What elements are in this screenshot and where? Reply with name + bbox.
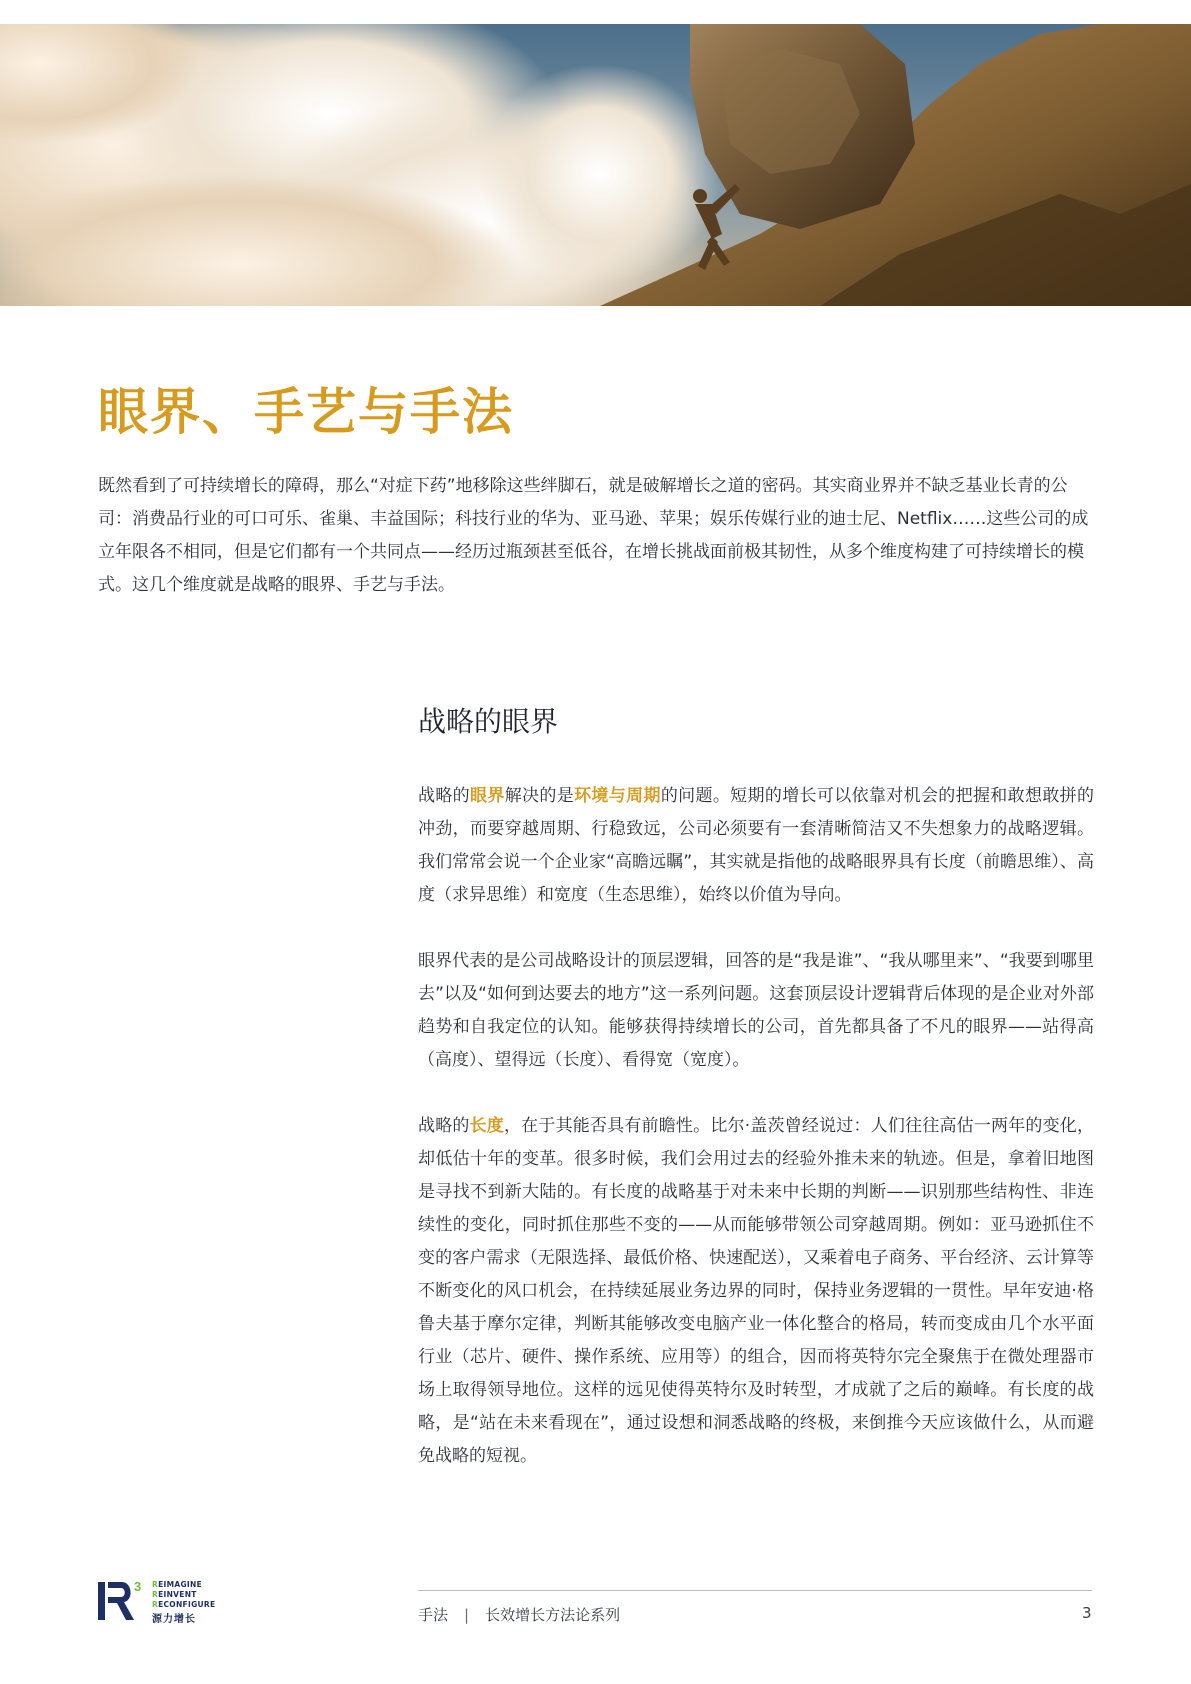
svg-text:3: 3 bbox=[134, 1579, 142, 1594]
highlight-term: 环境与周期 bbox=[574, 786, 661, 806]
page-number: 3 bbox=[1082, 1604, 1092, 1622]
hero-image bbox=[0, 24, 1191, 306]
footer-divider bbox=[418, 1590, 1092, 1591]
highlight-term: 长度 bbox=[469, 1116, 504, 1136]
intro-paragraph: 既然看到了可持续增长的障碍，那么“对症下药”地移除这些绊脚石，就是破解增长之道的密码。其实商业界并不缺乏基业长青的公司：消费品行业的可口可乐、雀巢、丰益国际；科技行业的华为、亚马逊、苹果；娱乐传媒行业的迪士尼、Netflix……这些公司的成立年限各不相同，但是它们都有一个共同点——经历过瓶颈甚至低谷，在增长挑战面前极其韧性，从多个维度构建了可持续增长的模式。这几个维度就是战略的眼界、手艺与手法。 bbox=[98, 476, 1089, 595]
paragraph-3: 战略的长度，在于其能否具有前瞻性。比尔·盖茨曾经说过：人们往往高估一两年的变化，却低估十年的变革。很多时候，我们会用过去的经验外推未来的轨迹。但是，拿着旧地图是寻找不到新大陆的。有长度的战略基于对未来中长期的判断——识别那些结构性、非连续性的变化，同时抓住那些不变的——从而能够带领公司穿越周期。例如：亚马逊抓住不变的客户需求（无限选择、最低价格、快速配送），又乘着电子商务、平台经济、云计算等不断变化的风口机会，在持续延展业务边界的同时，保持业务逻辑的一贯性。早年安迪·格鲁夫基于摩尔定律，判断其能够改变电脑产业一体化整合的格局，转而变成由几个水平面行业（芯片、硬件、操作系统、应用等）的组合，因而将英特尔完全聚焦于在微处理器市场上取得领导地位。这样的远见使得英特尔及时转型，才成就了之后的巅峰。有长度的战略，是“站在未来看现在”，通过设想和洞悉战略的终极，来倒推今天应该做什么，从而避免战略的短视。 bbox=[418, 1116, 1095, 1466]
paragraph-2: 眼界代表的是公司战略设计的顶层逻辑，回答的是“我是谁”、“我从哪里来”、“我要到哪里去”以及“如何到达要去的地方”这一系列问题。这套顶层设计逻辑背后体现的是企业对外部趋势和自我定位的认知。能够获得持续增长的公司，首先都具备了不凡的眼界——站得高（高度）、望得远（长度）、看得宽（宽度）。 bbox=[418, 951, 1094, 1070]
paragraph-1: 战略的眼界解决的是环境与周期的问题。短期的增长可以依靠对机会的把握和敢想敢拼的冲劲，而要穿越周期、行稳致远，公司必须要有一套清晰简洁又不失想象力的战略逻辑。我们常常会说一个企业家“高瞻远瞩”，其实就是指他的战略眼界具有长度（前瞻思维）、高度（求异思维）和宽度（生态思维），始终以价值为导向。 bbox=[418, 786, 1095, 905]
brand-logo bbox=[96, 1578, 226, 1628]
footer-series: 手法 | 长效增长方法论系列 bbox=[418, 1606, 621, 1624]
page-title: 眼界、手艺与手法 bbox=[98, 383, 514, 441]
section-title: 战略的眼界 bbox=[418, 705, 559, 738]
r3-logo-icon bbox=[96, 1578, 146, 1624]
logo-brand-name: 源力增长 bbox=[152, 1614, 196, 1625]
section-body bbox=[418, 780, 1094, 1506]
logo-tagline: REIMAGINE REINVENT RECONFIGURE bbox=[152, 1580, 216, 1609]
highlight-term: 眼界 bbox=[470, 786, 505, 806]
